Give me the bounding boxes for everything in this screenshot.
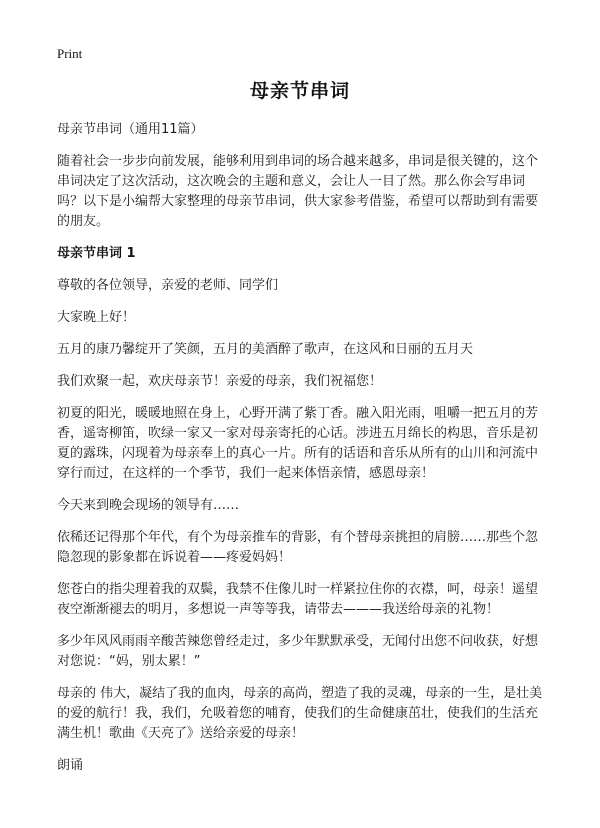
paragraph-early-summer: 初夏的阳光，暖暖地照在身上，心野开满了紫丁香。融入阳光雨，咀嚼一把五月的芳香，遥寄柳笛，吹绿一家又一家对母亲寄托的心话。涉进五月绵长的构思，音乐是初夏的露珠，闪现着为母亲奉上的真心一片。所有的话语和音乐从所有的山川和河流中穿行而过，在这样的一个季节，我们一起来体悟亲情，感恩母亲！ (57, 406, 539, 481)
paragraph-recitation: 朗诵 (57, 758, 84, 773)
paragraph-leaders: 今天来到晚会现场的领导有…… (57, 498, 240, 513)
intro-title: 母亲节串词（通用11篇） (57, 122, 204, 137)
section-heading: 母亲节串词 1 (57, 246, 136, 261)
paragraph-memories: 依稀还记得那个年代，有个为母亲推车的背影，有个替母亲挑担的肩膀……那些个忽隐忽现的影象都在诉说着——疼爱妈妈！ (57, 530, 539, 565)
paragraph-good-evening: 大家晚上好！ (57, 310, 136, 325)
article-body (57, 120, 549, 788)
print-link[interactable]: Print (57, 46, 83, 61)
paragraph-fingertips: 您苍白的指尖理着我的双鬓，我禁不住像儿时一样紧拉住你的衣襟，呵，母亲！遥望夜空渐渐褪去的明月，多想说一声等等我，请带去———我送给母亲的礼物！ (57, 582, 539, 617)
paragraph-celebrate: 我们欢聚一起，欢庆母亲节！亲爱的母亲，我们祝福您！ (57, 374, 383, 389)
page-title: 母亲节串词 (249, 80, 350, 102)
paragraph-greeting: 尊敬的各位领导，亲爱的老师、同学们 (57, 278, 279, 293)
paragraph-may-day: 五月的康乃馨绽开了笑颜，五月的美酒醉了歌声，在这风和日丽的五月天 (57, 342, 474, 357)
intro-paragraph: 随着社会一步步向前发展，能够利用到串词的场合越来越多，串词是很关键的，这个串词决定了这次活动，这次晚会的主题和意义，会让人一目了然。那么你会写串词吗？以下是小编帮大家整理的母亲节串词，供大家参考借鉴，希望可以帮助到有需要的朋友。 (57, 154, 539, 229)
paragraph-years: 多少年风风雨雨辛酸苦辣您曾经走过，多少年默默承受，无闻付出您不问收获，好想对您说：“妈，别太累！” (57, 634, 539, 669)
paragraph-greatness: 母亲的 伟大，凝结了我的血肉，母亲的高尚，塑造了我的灵魂，母亲的一生，是壮美的爱的航行！我，我们，允吸着您的哺育，使我们的生命健康茁壮，使我们的生活充满生机！歌曲《天亮了》送给亲爱的母亲！ (57, 686, 543, 741)
